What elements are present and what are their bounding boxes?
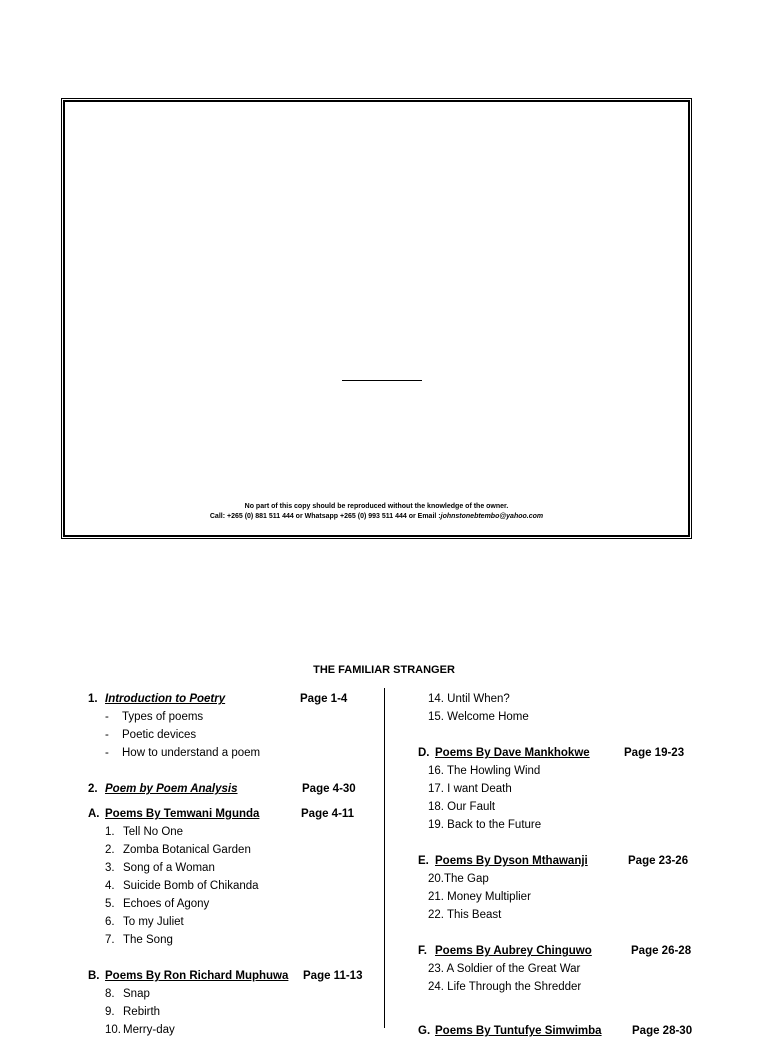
section-title: Introduction to Poetry	[105, 693, 226, 705]
item-number: 6.	[105, 916, 115, 928]
item-title: The Song	[123, 934, 173, 946]
item-title: To my Juliet	[123, 916, 184, 928]
item-number: 10.	[105, 1024, 121, 1036]
contact-line	[65, 512, 688, 522]
toc-item	[88, 985, 378, 1003]
item-number: 9.	[105, 1006, 115, 1018]
toc-section-f	[418, 942, 708, 960]
item-title: Rebirth	[123, 1006, 161, 1018]
item-title: Merry-day	[123, 1024, 175, 1036]
item-number: 2.	[105, 844, 115, 856]
toc-item: 21. Money Multiplier	[428, 891, 531, 903]
section-marker: G.	[418, 1025, 431, 1037]
section-marker: 1.	[88, 693, 98, 705]
copyright-line: No part of this copy should be reproduced without the knowledge of the owner.	[244, 503, 509, 510]
cover-rule	[342, 380, 422, 381]
contact-email: johnstonebtembo@yahoo.com	[440, 513, 544, 520]
section-page: Page 19-23	[624, 747, 685, 759]
toc-title: THE FAMILIAR STRANGER	[313, 664, 455, 676]
item-title: Snap	[123, 988, 150, 1000]
toc-item	[88, 1003, 378, 1021]
item-number: 7.	[105, 934, 115, 946]
toc-section-g	[418, 1022, 708, 1040]
section-marker: F.	[418, 945, 427, 957]
toc-item: 18. Our Fault	[428, 801, 496, 813]
section-page: Page 4-30	[302, 783, 356, 795]
toc-item: 17. I want Death	[428, 783, 512, 795]
toc-section-intro	[88, 690, 378, 708]
section-title: Poems By Dave Mankhokwe	[435, 747, 590, 759]
item-title: Song of a Woman	[123, 862, 215, 874]
item-title: Suicide Bomb of Chikanda	[123, 880, 259, 892]
toc-item	[88, 877, 378, 895]
toc-subitem: - Poetic devices	[105, 729, 197, 741]
contact-text: Call: +265 (0) 881 511 444 or Whatsapp +265 (0) 993 511 444 or Email :	[209, 513, 441, 520]
toc-item	[88, 823, 378, 841]
toc-item	[88, 841, 378, 859]
section-marker: A.	[88, 808, 100, 820]
section-title: Poems By Aubrey Chinguwo	[435, 945, 592, 957]
item-title: Zomba Botanical Garden	[123, 844, 251, 856]
item-number: 3.	[105, 862, 115, 874]
section-page: Page 28-30	[632, 1025, 693, 1037]
section-page: Page 11-13	[303, 970, 363, 982]
section-marker: E.	[418, 855, 429, 867]
item-number: 1.	[105, 826, 115, 838]
section-page: Page 1-4	[300, 693, 348, 705]
section-marker: 2.	[88, 783, 98, 795]
cover-box	[63, 100, 690, 537]
toc-item	[88, 895, 378, 913]
toc-subitem: - How to understand a poem	[105, 747, 261, 759]
item-number: 5.	[105, 898, 115, 910]
toc-section-b	[88, 967, 378, 985]
toc-item: 14. Until When?	[428, 693, 510, 705]
item-title: Echoes of Agony	[123, 898, 210, 910]
toc-item: 24. Life Through the Shredder	[428, 981, 582, 993]
toc-item	[88, 913, 378, 931]
section-title: Poems By Ron Richard Muphuwa	[105, 970, 289, 982]
toc-item: 20.The Gap	[428, 873, 489, 885]
column-divider	[384, 688, 385, 1028]
subitem-text: How to understand a poem	[122, 747, 261, 759]
subitem-text: Types of poems	[122, 711, 204, 723]
section-title: Poems By Temwani Mgunda	[105, 808, 260, 820]
section-title: Poems By Dyson Mthawanji	[435, 855, 588, 867]
toc-item: 23. A Soldier of the Great War	[428, 963, 581, 975]
toc-section-e	[418, 852, 708, 870]
toc-left-column	[88, 690, 378, 1039]
section-title: Poem by Poem Analysis	[105, 783, 238, 795]
section-page: Page 23-26	[628, 855, 689, 867]
section-marker: B.	[88, 970, 100, 982]
section-marker: D.	[418, 747, 430, 759]
toc-subitem: - Types of poems	[105, 711, 204, 723]
section-page: Page 4-11	[301, 808, 355, 820]
toc-section-a	[88, 805, 378, 823]
toc-section-d	[418, 744, 708, 762]
subitem-text: Poetic devices	[122, 729, 197, 741]
toc-right-column	[418, 690, 708, 1040]
item-number: 8.	[105, 988, 115, 1000]
toc-item: 22. This Beast	[428, 909, 502, 921]
section-title: Poems By Tuntufye Simwimba	[435, 1025, 602, 1037]
section-page: Page 26-28	[631, 945, 692, 957]
toc-item: 16. The Howling Wind	[428, 765, 541, 777]
toc-item	[88, 931, 378, 949]
toc-item	[88, 859, 378, 877]
item-number: 4.	[105, 880, 115, 892]
toc-section-analysis	[88, 780, 378, 798]
item-title: Tell No One	[123, 826, 184, 838]
copyright-notice	[65, 502, 688, 522]
toc-item: 19. Back to the Future	[428, 819, 542, 831]
toc-item: 15. Welcome Home	[428, 711, 529, 723]
